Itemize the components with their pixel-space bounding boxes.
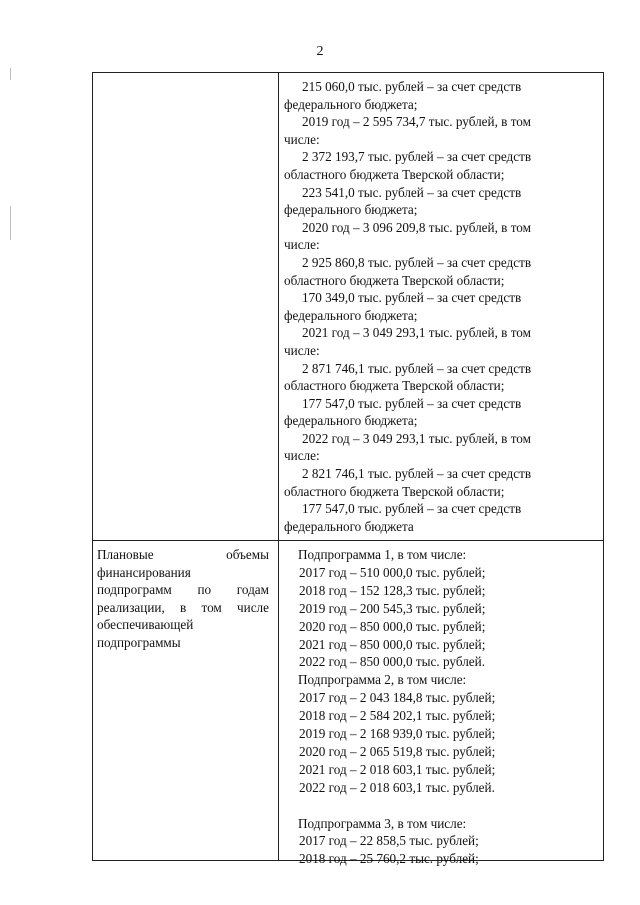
plan-year-line: 2021 год – 850 000,0 тыс. рублей; <box>299 636 486 652</box>
budget-line: федерального бюджета; <box>284 307 418 323</box>
row-label-line: финансирования <box>97 564 191 580</box>
budget-line: 2021 год – 3 049 293,1 тыс. рублей, в том <box>302 325 531 341</box>
budget-line: числе: <box>284 131 320 147</box>
plan-year-line: 2021 год – 2 018 603,1 тыс. рублей; <box>299 761 496 777</box>
budget-line: числе: <box>284 342 320 358</box>
budget-line: 170 349,0 тыс. рублей – за счет средств <box>302 290 522 306</box>
plan-year-line: 2022 год – 850 000,0 тыс. рублей. <box>299 654 485 670</box>
budget-line: областного бюджета Тверской области; <box>284 483 505 499</box>
budget-line: 177 547,0 тыс. рублей – за счет средств <box>302 395 522 411</box>
budget-line: федерального бюджета <box>284 518 414 534</box>
budget-line: числе: <box>284 448 320 464</box>
budget-line: числе: <box>284 237 320 253</box>
budget-line: 223 541,0 тыс. рублей – за счет средств <box>302 184 522 200</box>
budget-line: областного бюджета Тверской области; <box>284 166 505 182</box>
plan-year-line: 2020 год – 2 065 519,8 тыс. рублей; <box>299 743 496 759</box>
budget-line: 2020 год – 3 096 209,8 тыс. рублей, в том <box>302 219 531 235</box>
budget-line: областного бюджета Тверской области; <box>284 272 505 288</box>
subprogram-heading: Подпрограмма 1, в том числе: <box>298 547 467 562</box>
row-label-line: подпрограммы <box>97 634 181 650</box>
plan-year-line: 2019 год – 2 168 939,0 тыс. рублей; <box>299 726 496 742</box>
row-divider <box>93 540 603 541</box>
budget-line: 2 925 860,8 тыс. рублей – за счет средств <box>302 254 532 270</box>
budget-line: 2 871 746,1 тыс. рублей – за счет средств <box>302 360 532 376</box>
budget-line: 2 372 193,7 тыс. рублей – за счет средств <box>302 149 532 165</box>
row-label-cell <box>97 546 269 652</box>
column-divider <box>278 73 279 860</box>
budget-line: 215 060,0 тыс. рублей – за счет средств <box>302 79 522 94</box>
row-label-line: подпрограмм по годам <box>97 582 269 598</box>
row-label-line: обеспечивающей <box>97 617 194 633</box>
budget-breakdown-cell <box>284 78 595 535</box>
budget-line: федерального бюджета; <box>284 96 418 112</box>
subprogram-heading: Подпрограмма 3, в том числе: <box>298 815 467 831</box>
plan-year-line: 2017 год – 2 043 184,8 тыс. рублей; <box>299 690 496 706</box>
row-label-line: Плановые объемы <box>97 547 269 562</box>
page-number: 2 <box>316 44 324 59</box>
plan-year-line: 2018 год – 2 584 202,1 тыс. рублей; <box>299 708 496 724</box>
plan-year-line: 2018 год – 25 760,2 тыс. рублей; <box>299 851 479 867</box>
row-label-line: реализации, в том числе <box>97 599 269 615</box>
budget-line: областного бюджета Тверской области; <box>284 378 505 394</box>
plan-year-line: 2017 год – 510 000,0 тыс. рублей; <box>299 564 486 580</box>
financing-table <box>92 72 604 867</box>
budget-line: 2019 год – 2 595 734,7 тыс. рублей, в том <box>302 114 531 130</box>
plan-year-line: 2022 год – 2 018 603,1 тыс. рублей. <box>299 779 495 795</box>
budget-line: федерального бюджета; <box>284 202 418 218</box>
plan-year-line: 2017 год – 22 858,5 тыс. рублей; <box>299 833 479 849</box>
budget-line: 177 547,0 тыс. рублей – за счет средств <box>302 501 522 517</box>
plan-year-line: 2018 год – 152 128,3 тыс. рублей; <box>299 582 486 598</box>
budget-line: 2 821 746,1 тыс. рублей – за счет средств <box>302 466 532 482</box>
budget-line: федерального бюджета; <box>284 413 418 429</box>
subprogram-heading: Подпрограмма 2, в том числе: <box>298 672 467 688</box>
subprogram-plan-cell <box>299 546 599 868</box>
plan-year-line: 2019 год – 200 545,3 тыс. рублей; <box>299 600 486 616</box>
budget-line: 2022 год – 3 049 293,1 тыс. рублей, в том <box>302 430 531 446</box>
plan-year-line: 2020 год – 850 000,0 тыс. рублей; <box>299 618 486 634</box>
